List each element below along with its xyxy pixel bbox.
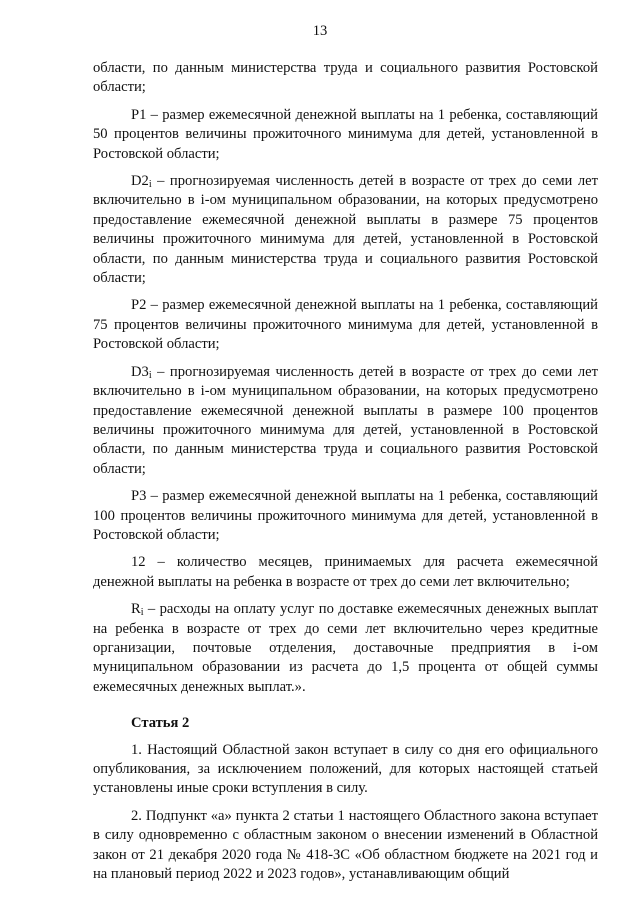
symbol-d3-subscript: i — [148, 369, 152, 381]
paragraph-d2 — [93, 172, 598, 288]
paragraph-r-text: – расходы на оплату услуг по доставке ежемесячных денежных выплат на ребенка в возрасте от трех до семи лет включительно через кредитные организации, почтовые отделения, доставочные предприятия в i-ом муниципальном образовании из расчета до 1,5 процента от общей суммы ежемесячных денежных выплат.». — [93, 601, 598, 695]
article-paragraph-1: 1. Настоящий Областной закон вступает в силу со дня его официального опубликования, за исключением положений, для которых настоящей статьей установлены иные сроки вступления в силу. — [93, 741, 598, 797]
paragraph-continuation: области, по данным министерства труда и социального развития Ростовской области; — [93, 60, 598, 96]
paragraph-p1: P1 – размер ежемесячной денежной выплаты на 1 ребенка, составляющий 50 процентов величины прожиточного минимума для детей, установленной в Ростовской области; — [93, 106, 598, 162]
symbol-d2: D2 — [131, 173, 149, 190]
article-heading: Статья 2 — [131, 715, 190, 732]
paragraph-months: 12 – количество месяцев, принимаемых для расчета ежемесячной денежной выплаты на ребенка в возрасте от трех до семи лет включительно; — [93, 554, 598, 590]
symbol-r-subscript: i — [140, 607, 144, 619]
paragraph-d2-text: – прогнозируемая численность детей в возрасте от трех до семи лет включительно в i-ом муниципальном образовании, на которых предусмотрено предоставление ежемесячной денежной выплаты в размере 75 процентов величины прожиточного минимума для детей, установленной в Ростовской области, по данным министерства труда и социального развития Ростовской области; — [93, 173, 598, 287]
document-body — [93, 59, 598, 884]
article-paragraph-2: 2. Подпункт «а» пункта 2 статьи 1 настоящего Областного закона вступает в силу одновременно с областным законом о внесении изменений в Областной закон от 21 декабря 2020 года № 418-ЗС «Об областном бюджете на 2021 год и на плановый период 2022 и 2023 годов», устанавливающим общий — [93, 807, 598, 883]
symbol-d3: D3 — [131, 363, 149, 380]
paragraph-p3: P3 – размер ежемесячной денежной выплаты на 1 ребенка, составляющий 100 процентов величины прожиточного минимума для детей, установленной в Ростовской области; — [93, 488, 598, 543]
symbol-r: R — [131, 601, 141, 618]
paragraph-d3 — [93, 363, 598, 479]
paragraph-r — [93, 600, 598, 697]
paragraph-d3-text: – прогнозируемая численность детей в возрасте от трех до семи лет включительно в i-ом муниципальном образовании, на которых предусмотрено предоставление ежемесячной денежной выплаты в размере 100 процентов величины прожиточного минимума для детей, установленной в Ростовской области, по данным министерства труда и социального развития Ростовской области; — [93, 363, 598, 477]
page-number: 13 — [312, 23, 328, 39]
symbol-d2-subscript: i — [148, 179, 152, 191]
paragraph-p2: P2 – размер ежемесячной денежной выплаты на 1 ребенка, составляющий 75 процентов величины прожиточного минимума для детей, установленной в Ростовской области; — [93, 297, 598, 353]
